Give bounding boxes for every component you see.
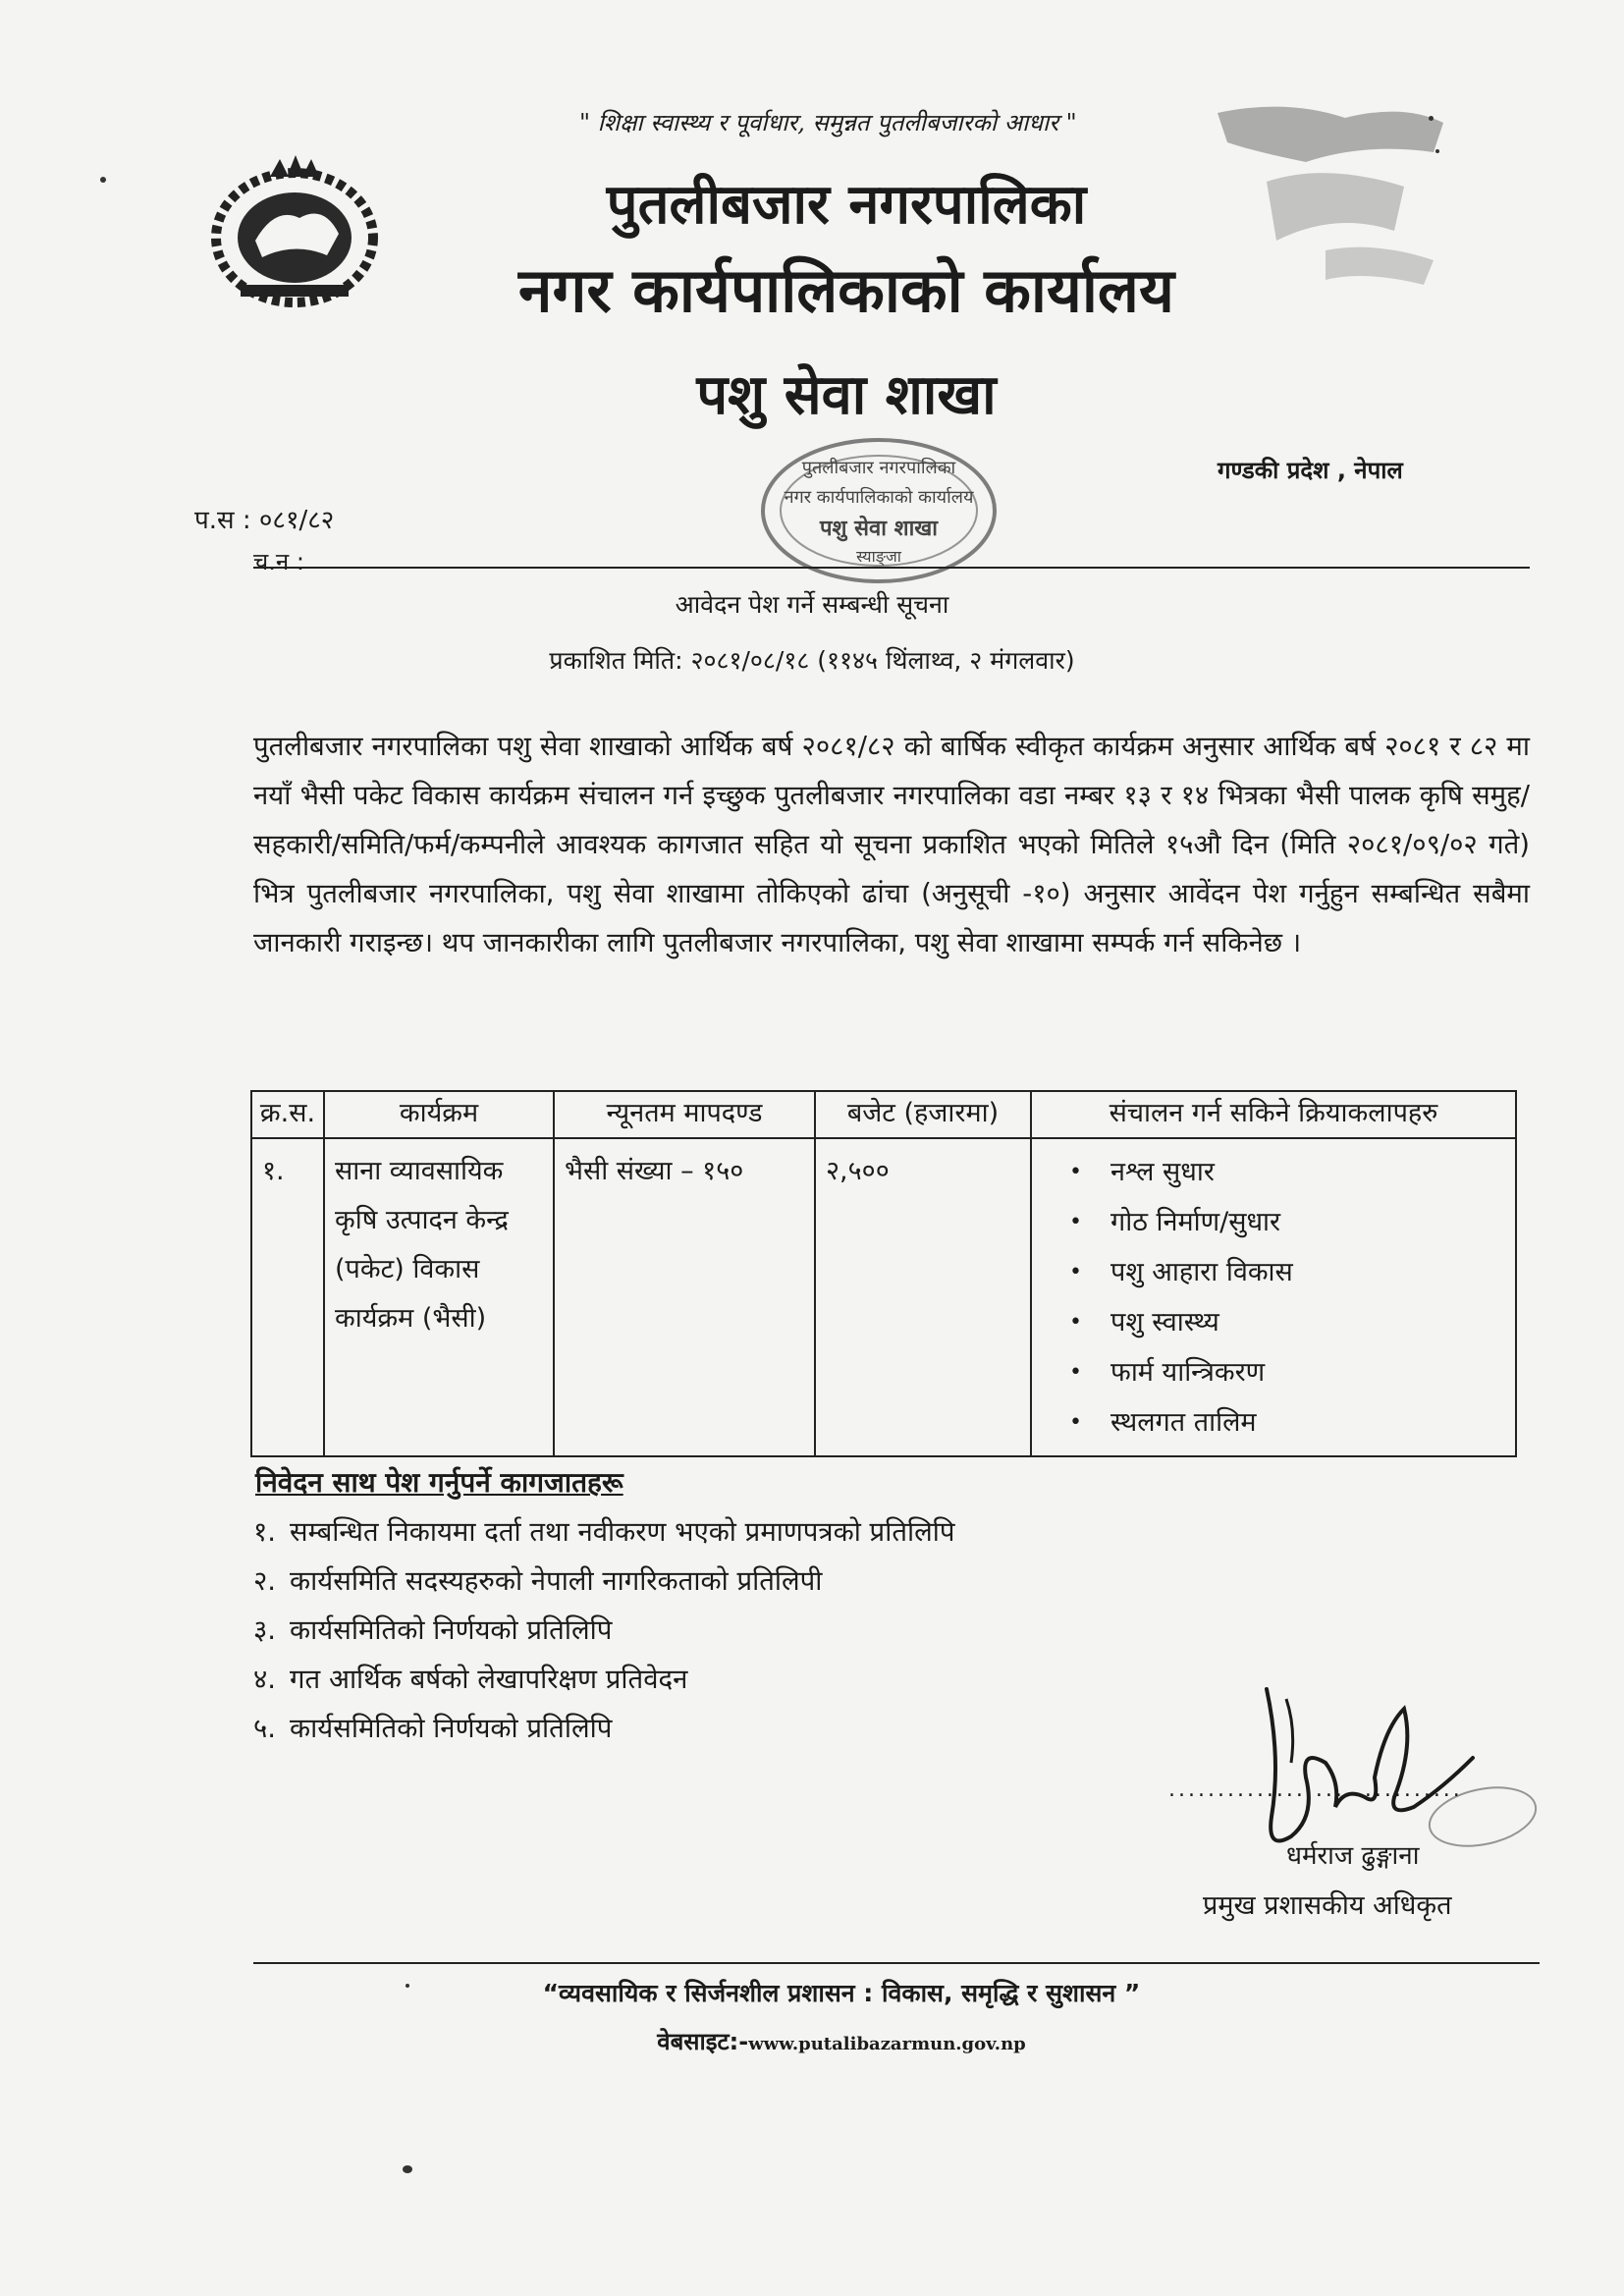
cell-activities	[1031, 1138, 1516, 1456]
footer-motto: “व्यवसायिक र सिर्जनशील प्रशासन : विकास, समृद्धि र सुशासन ”	[542, 1979, 1141, 2007]
col-header-budget: बजेट (हजारमा)	[815, 1091, 1031, 1138]
doc-text: कार्यसमितिको निर्णयको प्रतिलिपि	[290, 1614, 613, 1646]
website-url: www.putalibazarmun.gov.np	[748, 2034, 1026, 2054]
list-item	[253, 1655, 955, 1704]
stamp-line1: पुतलीबजार नगरपालिका	[801, 458, 956, 478]
doc-number: १.	[253, 1516, 277, 1548]
cell-budget: २,५००	[815, 1138, 1031, 1456]
header-motto: " शिक्षा स्वास्थ्य र पूर्वाधार, समुन्नत पुतलीबजारको आधार "	[579, 109, 1077, 137]
doc-text: कार्यसमितिको निर्णयको प्रतिलिपि	[290, 1713, 613, 1744]
website-label: वेबसाइट:-	[657, 2028, 749, 2055]
scan-speck	[1429, 116, 1434, 121]
activities-list	[1042, 1147, 1505, 1448]
list-item: • स्थलगत तालिम	[1110, 1397, 1505, 1448]
scan-speck	[403, 2165, 412, 2173]
table-row	[251, 1138, 1516, 1456]
col-header-criteria: न्यूनतम मापदण्ड	[554, 1091, 815, 1138]
list-item	[253, 1704, 955, 1753]
stamp-line2: नगर कार्यपालिकाको कार्यालय	[784, 487, 974, 508]
signatory-name: धर्मराज ढुङ्गाना	[1286, 1841, 1420, 1871]
signature-line: ..............................	[1168, 1777, 1463, 1802]
footer-divider	[253, 1962, 1540, 1964]
footer-website	[0, 2025, 1624, 2057]
office-name: नगर कार्यपालिकाको कार्यालय	[518, 254, 1174, 326]
doc-text: सम्बन्धित निकायमा दर्ता तथा नवीकरण भएको प्रमाणपत्रको प्रतिलिपि	[290, 1516, 955, 1548]
documents-title: निवेदन साथ पेश गर्नुपर्ने कागजातहरू	[255, 1466, 623, 1499]
header-divider	[253, 567, 1530, 569]
cell-sn: १.	[251, 1138, 324, 1456]
signatory-title: प्रमुख प्रशासकीय अधिकृत	[1203, 1890, 1452, 1921]
notice-subject: आवेदन पेश गर्ने सम्बन्धी सूचना	[675, 590, 949, 619]
notice-body: पुतलीबजार नगरपालिका पशु सेवा शाखाको आर्थिक बर्ष २०८१/८२ को बार्षिक स्वीकृत कार्यक्रम अनुसार आर्थिक बर्ष २०८१ र ८२ मा नयाँ भैसी पकेट विकास कार्यक्रम संचालन गर्न इच्छुक पुतलीबजार नगरपालिका वडा नम्बर १३ र १४ भित्रका भैसी पालक कृषि समुह/सहकारी/समिति/फर्म/कम्पनीले आवश्यक कागजात सहित यो सूचना प्रकाशित भएको मितिले १५औ दिन (मिति २०८१/०९/०२ गते) भित्र पुतलीबजार नगरपालिका, पशु सेवा शाखामा तोकिएको ढांचा (अनुसूची -१०) अनुसार आवेंदन पेश गर्नुहुन सम्बन्धित सबैमा जानकारी गराइन्छ। थप जानकारीका लागि पुतलीबजार नगरपालिका, पशु सेवा शाखामा सम्पर्क गर्न सकिनेछ ।	[253, 731, 1530, 958]
scan-speck	[100, 177, 106, 183]
table-header-row	[251, 1091, 1516, 1138]
col-header-program: कार्यक्रम	[324, 1091, 554, 1138]
stamp-line4: स्याङ्जा	[856, 547, 901, 566]
col-header-activities: संचालन गर्न सकिने क्रियाकलापहरु	[1031, 1091, 1516, 1138]
list-item	[253, 1606, 955, 1655]
doc-number: ३.	[253, 1614, 277, 1646]
list-item: • नश्ल सुधार	[1110, 1147, 1505, 1197]
cell-criteria: भैसी संख्या – १५०	[554, 1138, 815, 1456]
list-item	[253, 1557, 955, 1606]
documents-list	[253, 1507, 955, 1753]
list-item: • फार्म यान्त्रिकरण	[1110, 1347, 1505, 1397]
published-date: प्रकाशित मिति: २०८१/०८/१८ (११४५ थिंलाथ्व, २ मंगलवार)	[549, 646, 1075, 675]
scan-speck	[406, 1984, 409, 1988]
doc-text: गत आर्थिक बर्षको लेखापरिक्षण प्रतिवेदन	[290, 1664, 688, 1695]
cell-program: साना व्यावसायिक कृषि उत्पादन केन्द्र (पकेट) विकास कार्यक्रम (भैसी)	[324, 1138, 554, 1456]
doc-number: २.	[253, 1565, 277, 1597]
ink-smudge	[1208, 93, 1453, 290]
program-table	[250, 1090, 1517, 1457]
reference-number: प.स : ०८१/८२	[194, 506, 335, 535]
doc-number: ४.	[253, 1664, 277, 1695]
dispatch-number: च.न :	[253, 548, 304, 575]
col-header-sn: क्र.स.	[251, 1091, 324, 1138]
list-item	[253, 1507, 955, 1557]
list-item: • पशु स्वास्थ्य	[1110, 1297, 1505, 1347]
list-item: • पशु आहारा विकास	[1110, 1247, 1505, 1297]
office-stamp	[756, 432, 1001, 589]
municipality-name: पुतलीबजार नगरपालिका	[606, 173, 1087, 237]
list-item: • गोठ निर्माण/सुधार	[1110, 1197, 1505, 1247]
section-name: पशु सेवा शाखा	[696, 363, 997, 427]
province-label: गण्डकी प्रदेश , नेपाल	[1218, 457, 1403, 484]
scan-speck	[1435, 149, 1439, 153]
doc-text: कार्यसमिति सदस्यहरुको नेपाली नागरिकताको प्रतिलिपी	[290, 1565, 823, 1597]
doc-number: ५.	[253, 1713, 277, 1744]
stamp-line3: पशु सेवा शाखा	[820, 517, 938, 541]
